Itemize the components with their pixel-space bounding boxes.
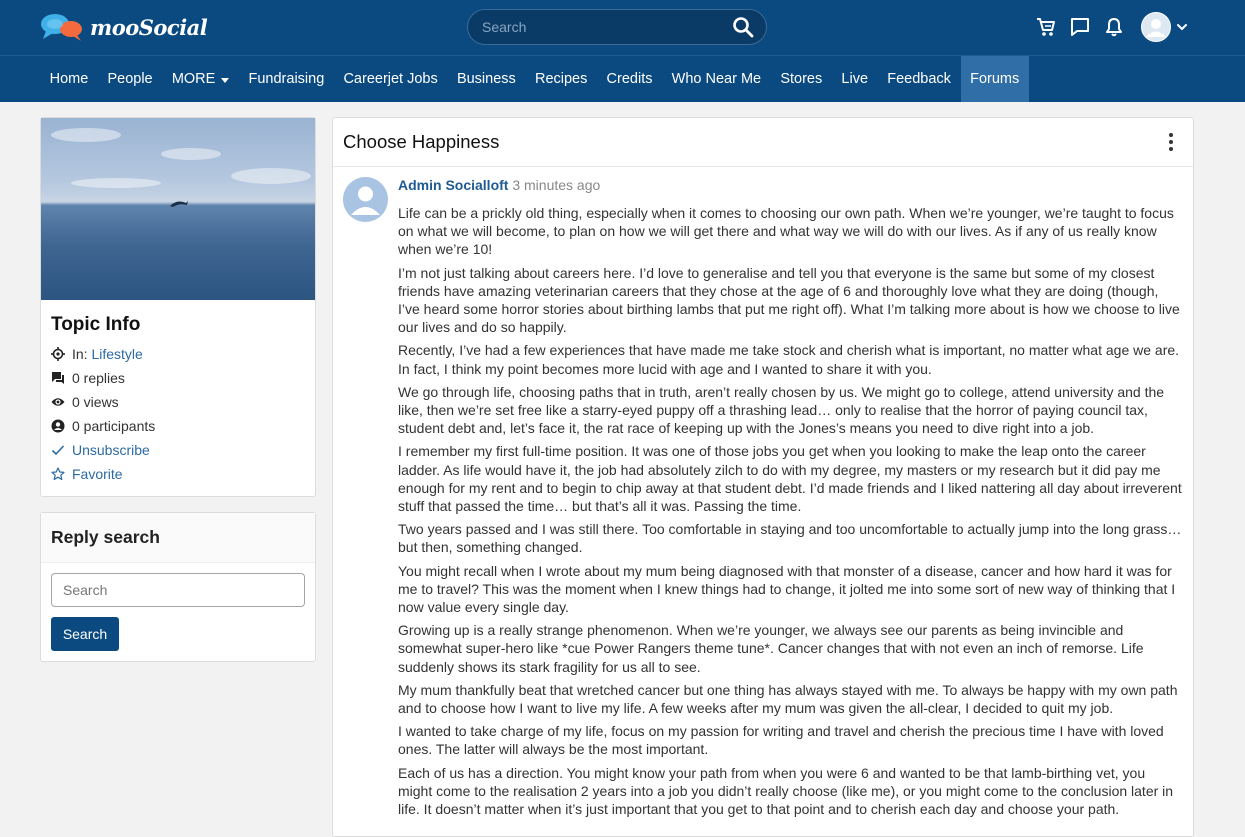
search-icon[interactable] [732,16,754,38]
nav-feedback[interactable]: Feedback [887,71,951,87]
post-paragraph: You might recall when I wrote about my mum being diagnosed with that monster of a disease, cancer and how hard it was for me to travel? This was the moment when I knew things had to change, it jolted me into some sort of new way of thinking that I now value every single day. [398,562,1176,616]
unsubscribe-row[interactable] [41,438,315,462]
favorite-row[interactable] [41,462,315,486]
topic-info-card [40,117,316,497]
post-paragraph: I remember my first full-time position. It was one of those jobs you get when you looking to make the leap onto the career ladder. As life would have it, the job had absolutely zilch to do with my degree, my masters or my research but it did pay me enough for my rent and to begin to chip away at that student debt. I’d made friends and I liked nattering all day about irreverent stuff that passed the time… but that’s all it was. Passing the time. [398,443,1182,515]
topic-category-row: In: Lifestyle [41,342,315,366]
cart-icon [1035,16,1057,38]
post-paragraph: Each of us has a direction. You might know your path from when you were 6 and wanted to be that lamb-birthing vet, you might come to the realisation 2 years into a job you didn’t really choose (like me), or you might come to the conclusion later in life. It doesn’t matter when it’s just important that you get to that point and to cherish each day and choose your path. [398,764,1174,818]
forum-icon [51,371,65,385]
user-menu[interactable] [1141,12,1189,42]
account-circle-icon [51,419,65,433]
nav-forums[interactable]: Forums [961,56,1029,102]
logo[interactable] [40,12,207,42]
main-nav [0,55,1245,102]
topic-info-title: Topic Info [51,314,141,335]
nav-people[interactable]: People [107,71,153,87]
post-time: 3 minutes ago [512,177,601,193]
top-header [0,0,1245,55]
chat-bubbles-logo-icon [40,12,84,42]
brand-name: mooSocial [90,14,208,40]
reply-search-title: Reply search [41,513,315,563]
star-icon [51,467,65,481]
nav-live[interactable]: Live [841,71,869,87]
more-options-icon[interactable] [1159,127,1183,157]
participants-count: 0 participants [72,418,156,434]
views-count: 0 views [72,394,119,410]
nav-recipes[interactable]: Recipes [534,71,588,87]
global-search [467,9,767,45]
post-paragraph: My mum thankfully beat that wretched cancer but one thing has always stayed with me. To always be happy with my own path and to choose how I want to live my life. A few weeks after my mum was given the all-clear, I decided to quit my job. [398,681,1178,717]
topic-panel [332,117,1194,837]
nav-business[interactable]: Business [456,71,516,87]
nav-credits[interactable]: Credits [606,71,653,87]
topic-title: Choose Happiness [343,131,500,152]
chevron-down-icon [1175,20,1189,34]
nav-who-near-me[interactable]: Who Near Me [671,71,762,87]
participants-row [41,414,315,438]
replies-count: 0 replies [72,370,125,386]
topic-header [333,118,1193,167]
topic-post [333,167,1193,823]
sidebar [40,117,316,662]
topic-cover-image [41,118,315,300]
category-link[interactable]: Lifestyle [91,346,143,362]
global-search-input[interactable] [482,19,732,35]
message-icon [1069,16,1091,38]
post-paragraph: We go through life, choosing paths that in truth, aren’t really chosen by us. We might go to college, attend university and the like, then we’re set free like a starry-eyed puppy off a thrashing lead… only to realise that the horror of paying council tax, student debt and, let’s face it, the rat race of keeping up with the Jones’s means you need to dive right into a job. [398,383,1165,437]
unsubscribe-link[interactable]: Unsubscribe [72,442,150,458]
reply-search-input[interactable] [51,573,305,607]
nav-stores[interactable]: Stores [780,71,823,87]
nav-careerjet-jobs[interactable]: Careerjet Jobs [343,71,438,87]
nav-home[interactable]: Home [49,71,89,87]
target-icon [51,347,65,361]
caret-down-icon [221,78,229,83]
reply-search-button[interactable]: Search [51,617,119,651]
dolphin-icon [169,198,189,208]
eye-icon [51,395,65,409]
views-row [41,390,315,414]
default-avatar-icon [343,177,388,222]
nav-more[interactable]: MORE [162,56,239,102]
reply-search-card [40,512,316,662]
post-paragraph: Life can be a prickly old thing, especially when it comes to choosing our own path. When we’re younger, we’re taught to focus on what we will become, to plan on how we will get there and what way we will do with our lives. As if any of us really know when we’re 10! [398,205,1174,258]
bell-icon [1104,17,1124,37]
messages-button[interactable] [1063,12,1097,42]
notifications-button[interactable] [1097,12,1131,42]
post-paragraph: I’m not just talking about careers here. I’d love to generalise and tell you that everyone is the same but some of my closest friends have amazing veterinarian careers that they chose at the age of 6 and thoroughly love what they are doing (though, I’ve heard some horror stories about birthing lambs that put me right off). What I’m talking more about is how we choose to live our lives and do so happily. [398,264,1180,336]
replies-row [41,366,315,390]
post-paragraph: Recently, I’ve had a few experiences that have made me take stock and cherish what is important, no matter what age we are. In fact, I think my point becomes more lucid with age and I wanted to share it with you. [398,342,1180,377]
post-paragraph: Two years passed and I was still there. Too comfortable in staying and too uncomfortable to actually jump into the long grass… but then, something changed. [398,521,1182,556]
cart-button[interactable] [1029,12,1063,42]
favorite-link[interactable]: Favorite [72,466,123,482]
post-paragraph: I wanted to take charge of my life, focus on my passion for writing and travel and cherish the precious time I have with loved ones. The latter will always be the most important. [398,723,1164,758]
check-icon [51,443,65,457]
post-paragraph: Growing up is a really strange phenomenon. When we’re younger, we always see our parents as being invincible and somewhat super-hero like *cue Power Rangers theme tune*. Cancer changes that with not even an inch of remorse. Life suddenly shows its stark fragility for us all to see. [398,622,1144,675]
nav-fundraising[interactable]: Fundraising [248,71,325,87]
author-avatar[interactable] [343,177,388,222]
author-name[interactable]: Admin Socialloft [398,177,509,193]
user-avatar-icon [1141,12,1171,42]
